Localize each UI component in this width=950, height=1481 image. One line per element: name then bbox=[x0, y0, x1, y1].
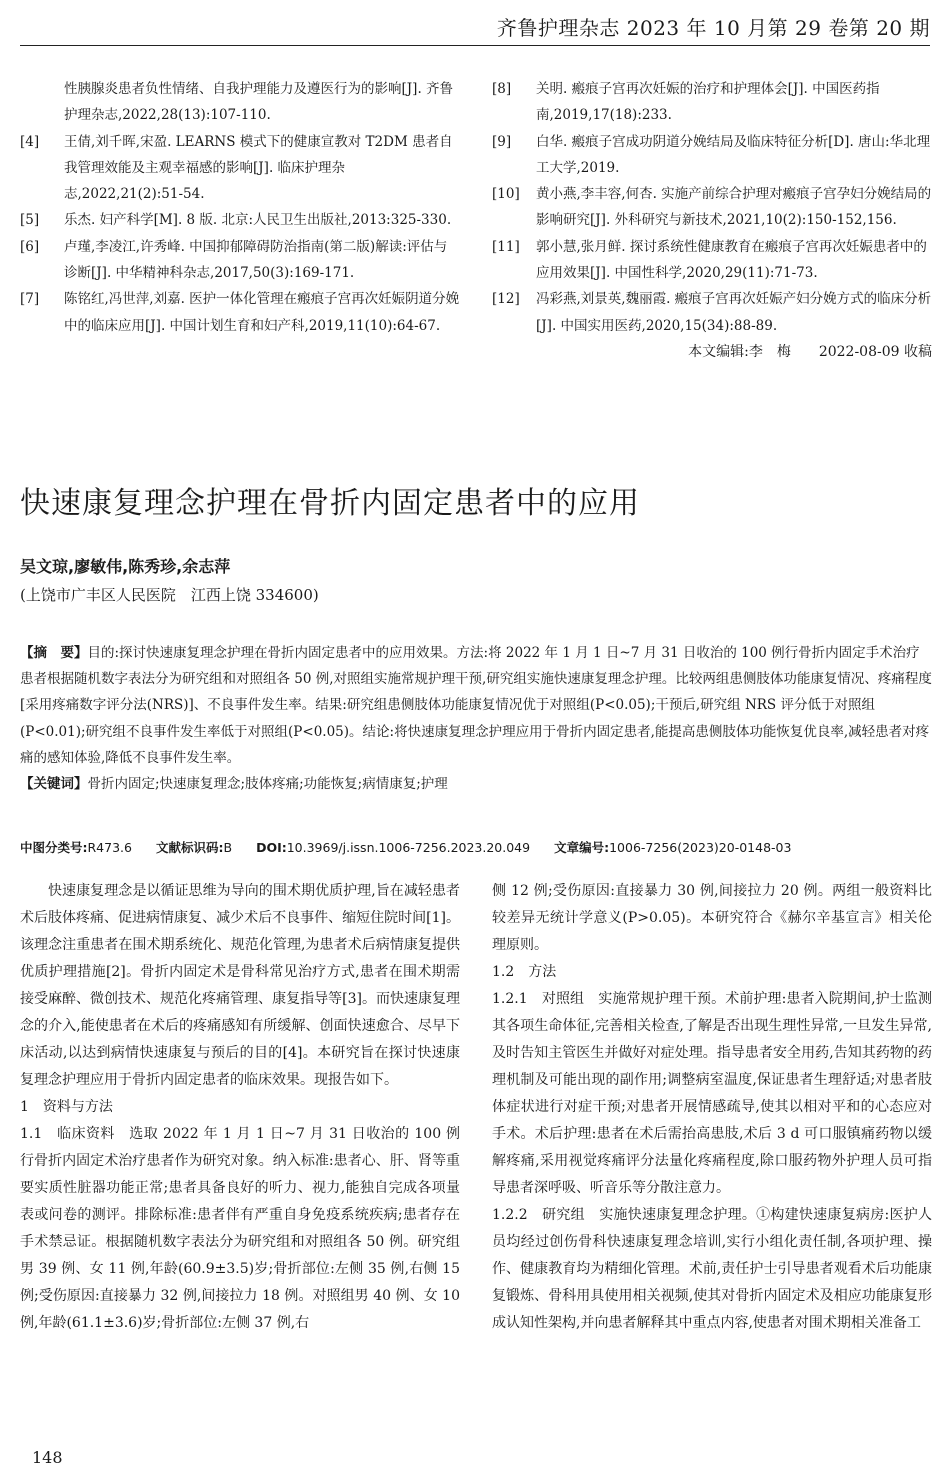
reference-item bbox=[20, 207, 460, 233]
body-column-right bbox=[492, 878, 932, 1337]
section-heading: 1 资料与方法 bbox=[20, 1099, 113, 1115]
body-column-left bbox=[20, 878, 460, 1337]
reference-item bbox=[492, 286, 932, 339]
meta-value: 1006-7256(2023)20-0148-03 bbox=[609, 840, 792, 855]
reference-number: [10] bbox=[492, 186, 520, 203]
reference-item bbox=[492, 234, 932, 287]
reference-text: 陈铭红,冯世萍,刘嘉. 医护一体化管理在瘢痕子宫再次妊娠阴道分娩中的临床应用[J]. 中国计划生育和妇产科,2019,11(10):64-67. bbox=[64, 291, 460, 334]
meta-key: 文章编号: bbox=[554, 840, 610, 855]
reference-text: 性胰腺炎患者负性情绪、自我护理能力及遵医行为的影响[J]. 齐鲁护理杂志,2022,28(13):107-110. bbox=[64, 81, 454, 124]
page-number: 148 bbox=[32, 1448, 63, 1467]
body-paragraph: 快速康复理念是以循证思维为导向的围术期优质护理,旨在减轻患者术后肢体疼痛、促进病情康复、减少术后不良事件、缩短住院时间[1]。该理念注重患者在围术期系统化、规范化管理,为患者术后病情康复提供优质护理措施[2]。骨折内固定术是骨科常见治疗方式,患者在围术期需接受麻醉、微创技术、规范化疼痛管理、康复指导等[3]。而快速康复理念的介入,能使患者在术后的疼痛感知有所缓解、创面快速愈合、尽早下床活动,以达到病情快速康复与预后的目的[4]。本研究旨在探讨快速康复理念护理应用于骨折内固定患者的临床效果。现报告如下。 bbox=[20, 883, 460, 1088]
meta-value: B bbox=[223, 840, 233, 855]
reference-item bbox=[492, 181, 932, 234]
reference-text: 白华. 瘢痕子宫成功阴道分娩结局及临床特征分析[D]. 唐山:华北理工大学,2019. bbox=[536, 133, 931, 176]
meta-value: 10.3969/j.issn.1006-7256.2023.20.049 bbox=[286, 840, 531, 855]
meta-key: 中图分类号: bbox=[20, 840, 88, 855]
article-meta bbox=[20, 838, 932, 856]
meta-item bbox=[20, 840, 132, 855]
reference-text: 黄小燕,李丰容,何杏. 实施产前综合护理对瘢痕子宫孕妇分娩结局的影响研究[J]. 外科研究与新技术,2021,10(2):150-152,156. bbox=[536, 186, 932, 229]
reference-item bbox=[20, 76, 460, 129]
reference-text: 卢瑾,李凌江,许秀峰. 中国抑郁障碍防治指南(第二版)解读:评估与诊断[J]. 中华精神科杂志,2017,50(3):169-171. bbox=[64, 238, 448, 282]
reference-text: 王倩,刘千晖,宋盈. LEARNS 模式下的健康宣教对 T2DM 患者自我管理效能及主观幸福感的影响[J]. 临床护理杂志,2022,21(2):51-54. bbox=[64, 133, 453, 203]
abstract-block bbox=[20, 640, 932, 797]
reference-text: 乐杰. 妇产科学[M]. 8 版. 北京:人民卫生出版社,2013:325-330. bbox=[64, 212, 452, 229]
reference-item bbox=[492, 129, 932, 182]
reference-item bbox=[20, 286, 460, 339]
meta-item bbox=[554, 840, 791, 855]
keywords-text: 骨折内固定;快速康复理念;肢体疼痛;功能恢复;病情康复;护理 bbox=[87, 776, 448, 793]
meta-key: DOI: bbox=[256, 840, 287, 855]
body-paragraph: 1.1 临床资料 选取 2022 年 1 月 1 日~7 月 31 日收治的 100 例行骨折内固定术治疗患者作为研究对象。纳入标准:患者心、肝、肾等重要实质性脏器功能正常;患者具备良好的听力、视力,能独自完成各项量表或问卷的测评。排除标准:患者伴有严重自身免疫系统疾病;患者存在手术禁忌证。根据随机数字表法分为研究组和对照组各 50 例。研究组男 39 例、女 11 例,年龄(60.9±3.5)岁;骨折部位:左侧 35 例,右侧 15 例;受伤原因:直接暴力 32 例,间接拉力 18 例。对照组男 40 例、女 10 例,年龄(61.1±3.6)岁;骨折部位:左侧 37 例,右 bbox=[20, 1126, 460, 1331]
section-heading: 1.2 方法 bbox=[492, 964, 557, 980]
authors: 吴文琼,廖敏伟,陈秀珍,余志萍 bbox=[20, 557, 231, 576]
references-left bbox=[20, 76, 460, 339]
references-right bbox=[492, 76, 932, 365]
body-paragraph: 侧 12 例;受伤原因:直接暴力 30 例,间接拉力 20 例。两组一般资料比较差异无统计学意义(P>0.05)。本研究符合《赫尔辛基宣言》相关伦理原则。 bbox=[492, 883, 932, 953]
reference-number: [7] bbox=[20, 291, 40, 308]
reference-item bbox=[492, 76, 932, 129]
header-rule bbox=[20, 45, 930, 46]
reference-text: 冯彩燕,刘景英,魏丽霞. 瘢痕子宫再次妊娠产妇分娩方式的临床分析[J]. 中国实用医药,2020,15(34):88-89. bbox=[536, 291, 932, 334]
reference-item bbox=[20, 129, 460, 208]
reference-number: [5] bbox=[20, 212, 40, 229]
reference-number: [11] bbox=[492, 238, 520, 255]
meta-item bbox=[256, 840, 530, 855]
article-title: 快速康复理念护理在骨折内固定患者中的应用 bbox=[20, 486, 640, 521]
keywords bbox=[20, 771, 932, 797]
reference-item bbox=[20, 234, 460, 287]
meta-item bbox=[156, 840, 232, 855]
reference-number: [8] bbox=[492, 81, 512, 97]
affiliation: (上饶市广丰区人民医院 江西上饶 334600) bbox=[20, 586, 319, 604]
abstract-label: 【摘 要】 bbox=[20, 645, 88, 661]
abstract-text: 目的:探讨快速康复理念护理在骨折内固定患者中的应用效果。方法:将 2022 年 1 月 1 日~7 月 31 日收治的 100 例行骨折内固定手术治疗患者根据随机数字表法分为研究组和对照组各 50 例,对照组实施常规护理干预,研究组实施快速康复理念护理。比较两组患侧肢体功能康复情况、疼痛程度[采用疼痛数字评分法(NRS)]、不良事件发生率。结果:研究组患侧肢体功能康复情况优于对照组(P<0.05);干预后,研究组 NRS 评分低于对照组(P<0.01);研究组不良事件发生率低于对照组(P<0.05)。结论:将快速康复理念护理应用于骨折内固定患者,能提高患侧肢体功能恢复优良率,减轻患者对疼痛的感知体验,降低不良事件发生率。 bbox=[20, 645, 932, 766]
running-head: 齐鲁护理杂志 2023 年 10 月第 29 卷第 20 期 bbox=[496, 16, 930, 40]
reference-number bbox=[20, 76, 64, 129]
abstract bbox=[20, 640, 932, 771]
reference-text: 郭小慧,张月鲜. 探讨系统性健康教育在瘢痕子宫再次妊娠患者中的应用效果[J]. 中国性科学,2020,29(11):71-73. bbox=[536, 238, 927, 282]
reference-number: [12] bbox=[492, 291, 520, 308]
body-paragraph: 1.2.2 研究组 实施快速康复理念护理。①构建快速康复病房:医护人员均经过创伤骨科快速康复理念培训,实行小组化责任制,各项护理、操作、健康教育均为精细化管理。术前,责任护士引导患者观看术后功能康复锻炼、骨科用具使用相关视频,使其对骨折内固定术及相应功能康复形成认知性架构,并向患者解释其中重点内容,使患者对围术期相关准备工 bbox=[492, 1207, 932, 1331]
reference-number: [4] bbox=[20, 133, 40, 150]
keywords-label: 【关键词】 bbox=[20, 776, 88, 793]
editor-note: 本文编辑:李 梅 2022-08-09 收稿 bbox=[688, 343, 932, 360]
reference-text: 关明. 瘢痕子宫再次妊娠的治疗和护理体会[J]. 中国医药指南,2019,17(18):233. bbox=[536, 81, 880, 124]
body-paragraph: 1.2.1 对照组 实施常规护理干预。术前护理:患者入院期间,护士监测其各项生命体征,完善相关检查,了解是否出现生理性异常,一旦发生异常,及时告知主管医生并做好对症处理。指导患者安全用药,告知其药物的药理机制及可能出现的副作用;调整病室温度,保证患者生理舒适;对患者肢体症状进行对症干预;对患者开展情感疏导,使其以相对平和的心态应对手术。术后护理:患者在术后需抬高患肢,术后 3 d 可口服镇痛药物以缓解疼痛,采用视觉疼痛评分法量化疼痛程度,除口服药物外护理人员可指导患者深呼吸、听音乐等分散注意力。 bbox=[492, 991, 932, 1196]
meta-key: 文献标识码: bbox=[155, 840, 224, 855]
reference-number: [6] bbox=[20, 238, 40, 255]
reference-number: [9] bbox=[492, 133, 512, 150]
meta-value: R473.6 bbox=[87, 840, 132, 855]
